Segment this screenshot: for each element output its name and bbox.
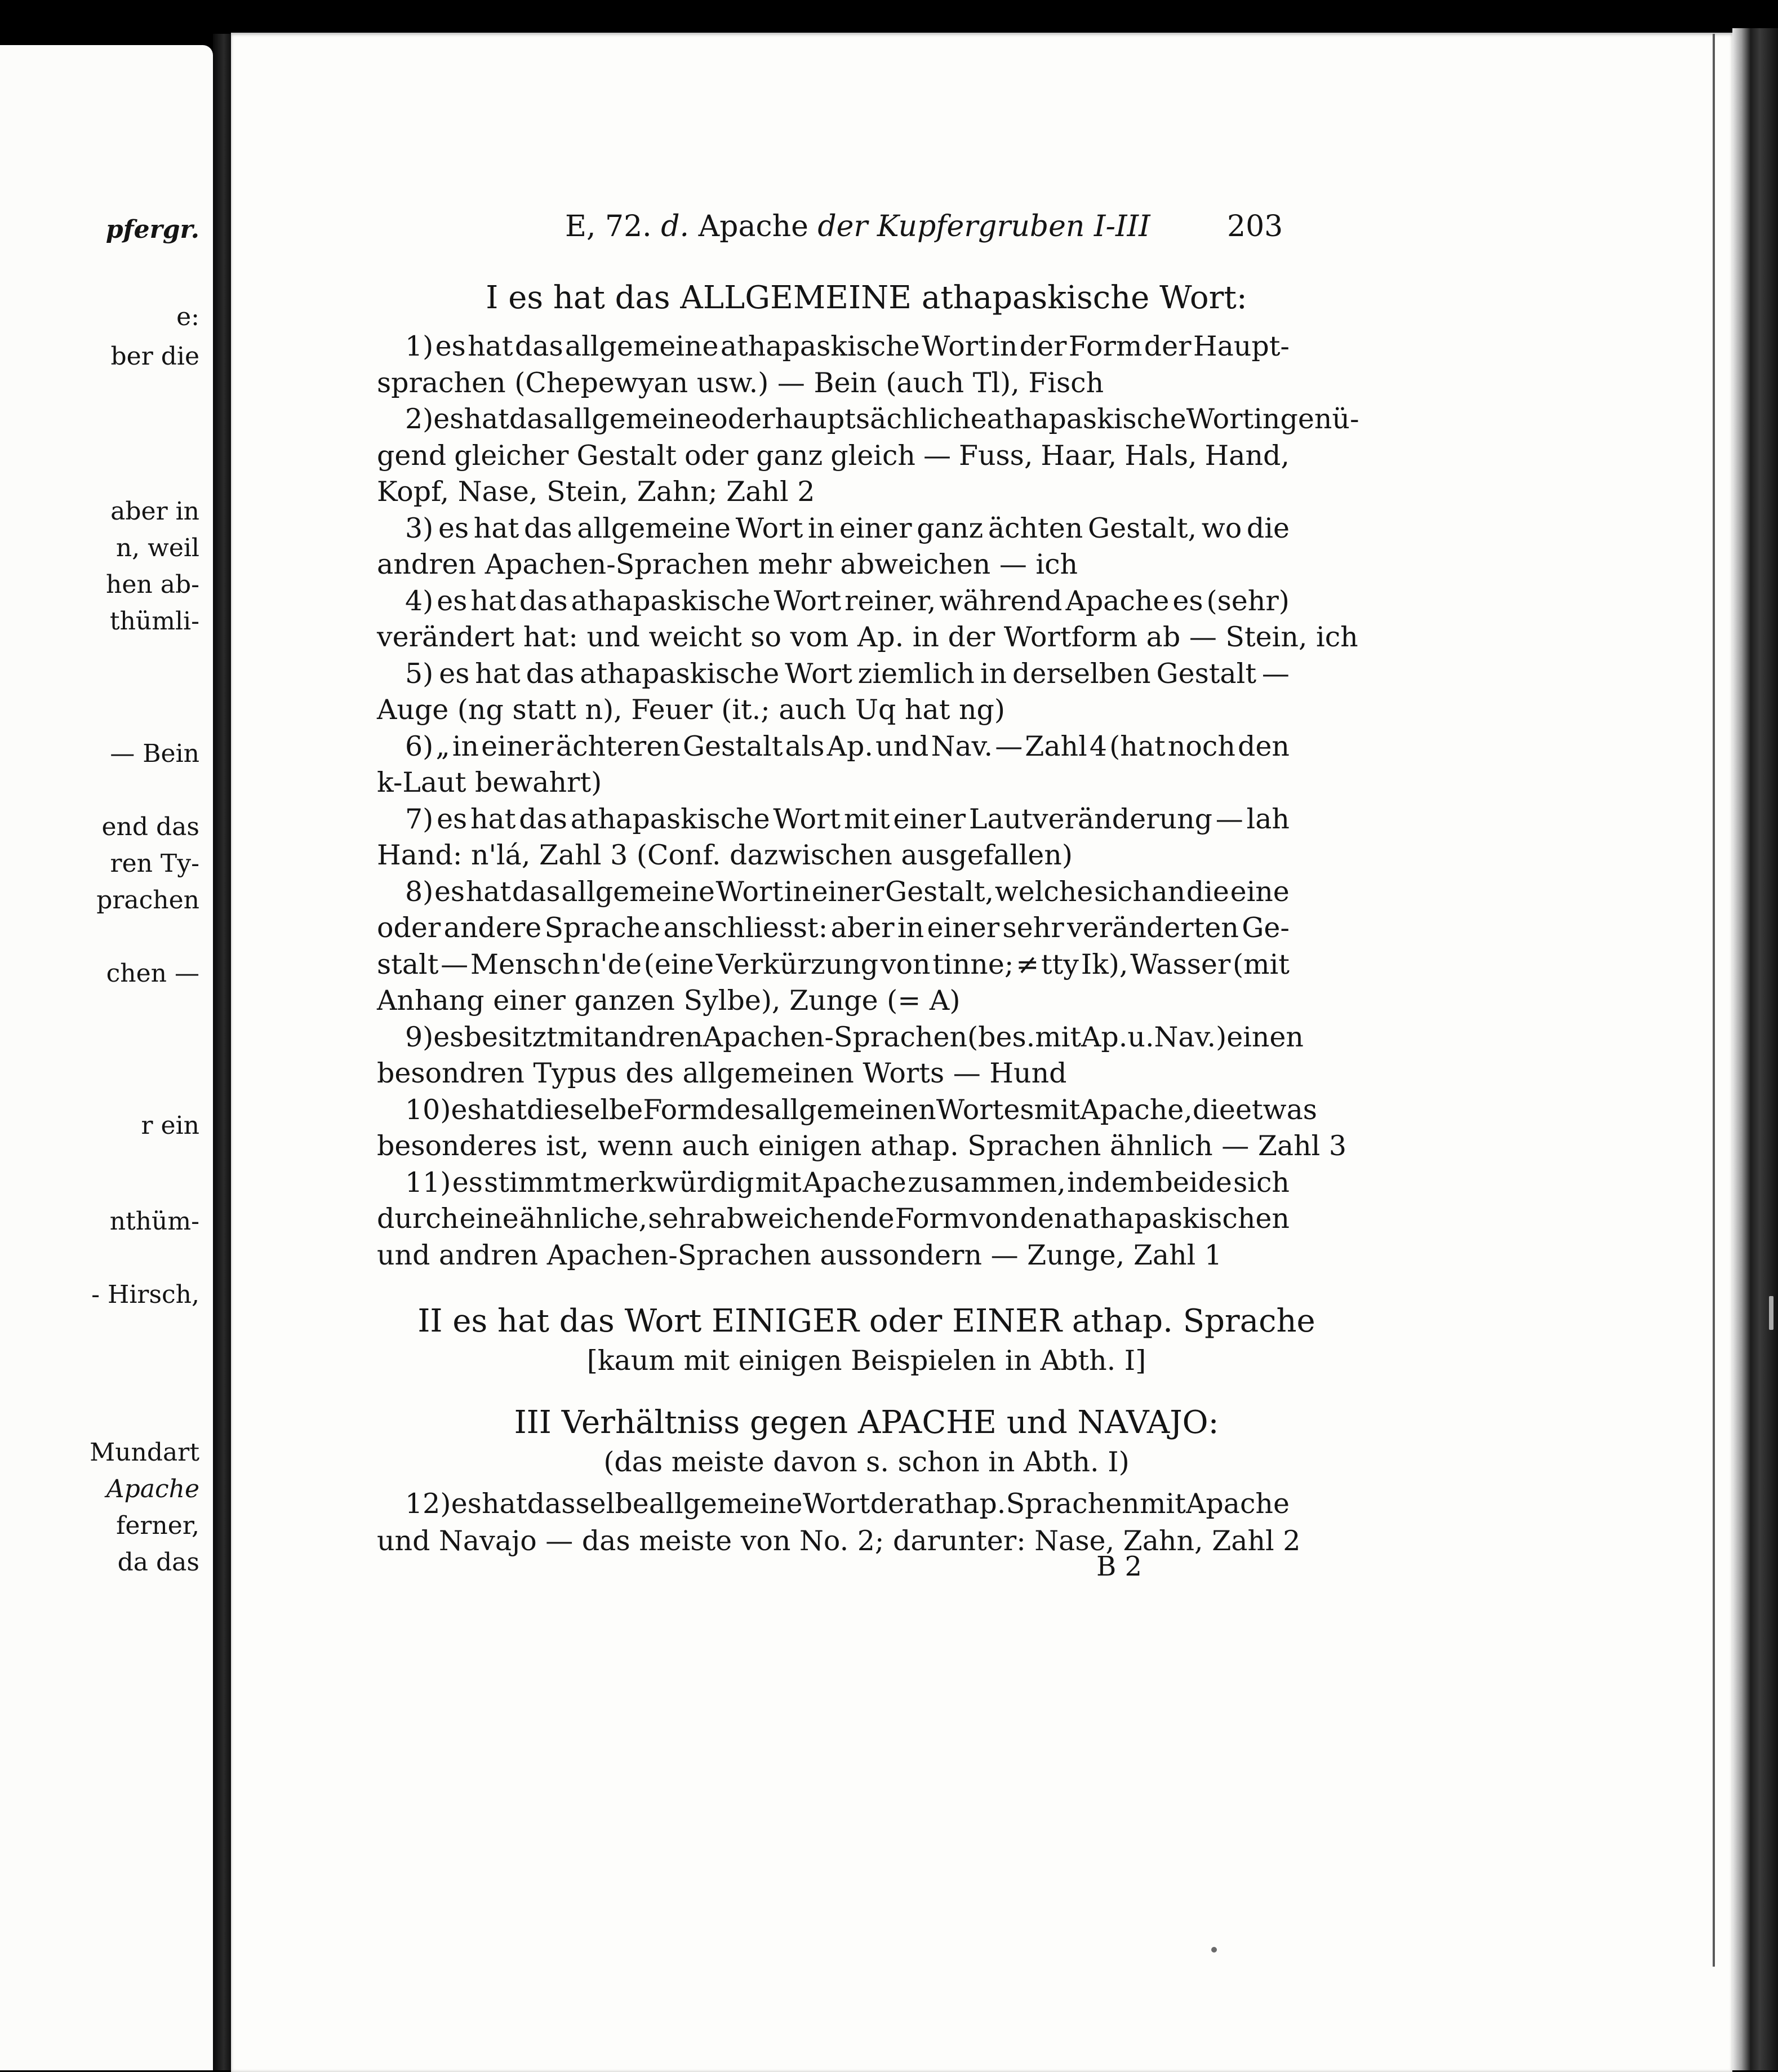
text-line: und Navajo — das meiste von No. 2; darunter: Nase, Zahn, Zahl 2 [377, 1525, 1301, 1557]
left-facing-page [0, 45, 213, 2070]
text-line: k-Laut bewahrt) [377, 766, 602, 798]
left-fragment: thümli- [109, 607, 199, 636]
text-line: 7) es hat das athapaskische Wort mit einer Lautveränderung — lah [405, 802, 1290, 835]
signature-mark: B 2 [1096, 1551, 1143, 1582]
left-fragment: r ein [141, 1111, 199, 1140]
left-fragment: ren Ty- [110, 849, 199, 878]
text-line: und andren Apachen-Sprachen aussondern — Zunge, Zahl 1 [377, 1239, 1223, 1271]
left-fragment: e: [176, 303, 199, 331]
left-fragment: chen — [106, 959, 199, 988]
text-line: durch eine ähnliche, sehr abweichende Form von den athapaskischen [377, 1203, 1290, 1235]
left-fragment: Mundart [90, 1438, 199, 1467]
page-edge-line [1713, 34, 1715, 1967]
left-fragment: ber die [110, 342, 199, 371]
left-fragment: prachen [96, 886, 199, 915]
text-line: besonderes ist, wenn auch einigen athap. Sprachen ähnlich — Zahl 3 [377, 1130, 1347, 1162]
text-line: 1) es hat das allgemeine athapaskische Wort in der Form der Haupt- [405, 330, 1290, 362]
left-fragment: end das [101, 813, 199, 841]
text-line: sprachen (Chepewyan usw.) — Bein (auch Tl), Fisch [377, 366, 1104, 399]
text-line: 4) es hat das athapaskische Wort reiner, während Apache es (sehr) [405, 584, 1290, 617]
header-prefix: E, 72. [565, 210, 652, 243]
text-line: 12) es hat dasselbe allgemeine Wort der athap. Sprachen mit Apache [405, 1488, 1290, 1520]
text-line: Anhang einer ganzen Sylbe), Zunge (= A) [377, 984, 961, 1017]
text-line: 3) es hat das allgemeine Wort in einer ganz ächten Gestalt, wo die [405, 512, 1290, 544]
text-line: besondren Typus des allgemeinen Worts — Hund [377, 1057, 1067, 1089]
page-edge-shadow [1732, 28, 1778, 2070]
left-fragment: - Hirsch, [91, 1280, 199, 1309]
text-line: 6) „ in einer ächteren Gestalt als Ap. und Nav. — Zahl 4 (hat noch den [405, 730, 1290, 762]
text-line: 2) es hat das allgemeine oder hauptsächliche athapaskische Wort in genü- [405, 403, 1359, 435]
heading-i: I es hat das ALLGEMEINE athapaskische Wort: [486, 279, 1247, 316]
text-line: 9) es besitzt mit andren Apachen-Sprachen (bes. mit Ap. u. Nav.) einen [405, 1021, 1304, 1053]
text-line: Hand: n'lá, Zahl 3 (Conf. dazwischen ausgefallen) [377, 839, 1073, 871]
heading-iii: III Verhältniss gegen APACHE und NAVAJO: [514, 1404, 1219, 1441]
page-number: 203 [1227, 210, 1283, 243]
text-line: oder andere Sprache anschliesst: aber in einer sehr veränderten Ge- [377, 912, 1290, 944]
left-fragment: Apache [106, 1475, 199, 1503]
text-line: andren Apachen-Sprachen mehr abweichen — ich [377, 548, 1078, 580]
text-line: Kopf, Nase, Stein, Zahn; Zahl 2 [377, 476, 815, 508]
header-word: Apache [698, 210, 808, 243]
left-fragment: — Bein [110, 739, 199, 768]
heading-ii: II es hat das Wort EINIGER oder EINER athap. Sprache [417, 1303, 1315, 1339]
header-rest: der Kupfergruben I-III [817, 210, 1150, 243]
left-fragment: aber in [110, 497, 199, 526]
subheading-ii: [kaum mit einigen Beispielen in Abth. I] [586, 1345, 1146, 1377]
text-line: gend gleicher Gestalt oder ganz gleich — Fuss, Haar, Hals, Hand, [377, 439, 1290, 472]
text-line: 5) es hat das athapaskische Wort ziemlich in derselben Gestalt — [405, 657, 1290, 690]
left-fragment: ferner, [116, 1511, 199, 1540]
subheading-iii: (das meiste davon s. schon in Abth. I) [603, 1446, 1130, 1478]
book-gutter [213, 34, 231, 2070]
text-line: stalt — Mensch n'de (eine Verkürzung von tinne; ≠ tty Ik), Wasser (mit [377, 948, 1290, 980]
print-speck [1769, 1296, 1773, 1330]
left-fragment: da das [117, 1548, 199, 1577]
print-speck [1211, 1947, 1217, 1953]
left-fragment: pfergr. [105, 215, 199, 244]
text-line: Auge (ng statt n), Feuer (it.; auch Uq hat ng) [377, 694, 1006, 726]
text-line: 11) es stimmt merkwürdig mit Apache zusammen, indem beide sich [405, 1166, 1290, 1199]
left-fragment: hen ab- [106, 570, 199, 599]
text-line: 10) es hat dieselbe Form des allgemeinen Wortes mit Apache, die etwas [405, 1093, 1317, 1126]
text-line: verändert hat: und weicht so vom Ap. in der Wortform ab — Stein, ich [377, 621, 1358, 653]
header-section: d. [661, 210, 690, 243]
left-fragment: n, weil [115, 534, 199, 562]
left-fragment: nthüm- [109, 1207, 199, 1236]
running-header [565, 210, 1150, 243]
text-line: 8) es hat das allgemeine Wort in einer Gestalt, welche sich an die eine [405, 875, 1290, 908]
